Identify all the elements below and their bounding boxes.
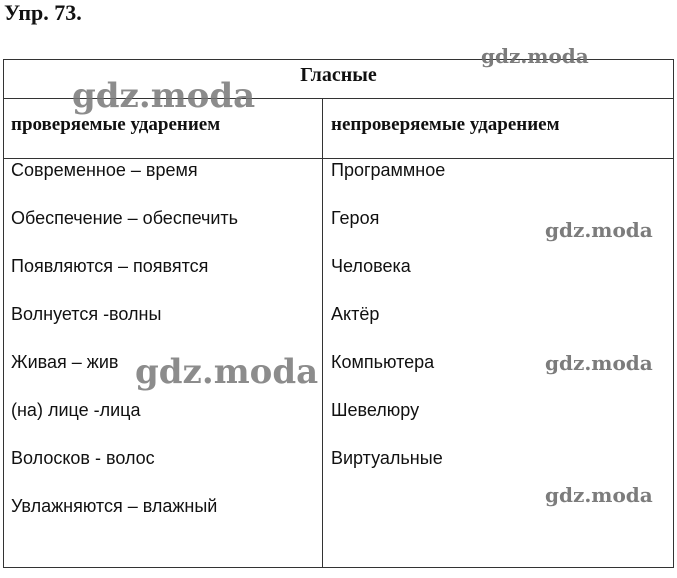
- watermark-right-1: gdz.moda: [545, 218, 653, 242]
- vowels-table: [3, 59, 674, 568]
- column-not-stress-checked: [331, 156, 445, 492]
- watermark-large-top-left: gdz.moda: [72, 76, 256, 116]
- word-pair-item: Современное – время: [11, 160, 198, 180]
- dictionary-word-item: Героя: [331, 208, 380, 228]
- dictionary-word-item: Шевелюру: [331, 400, 420, 420]
- table-caption: Гласные: [4, 60, 673, 99]
- column-header-stress-checked: проверяемые ударением: [11, 114, 221, 135]
- dictionary-word-item: Человека: [331, 256, 411, 276]
- word-pair-item: Обеспечение – обеспечить: [11, 208, 239, 228]
- exercise-title: Упр. 73.: [4, 0, 82, 25]
- watermark-top-right: gdz.moda: [481, 44, 589, 68]
- word-pair-item: (на) лице -лица: [11, 400, 141, 420]
- dictionary-word-item: Актёр: [331, 304, 380, 324]
- watermark-large-middle: gdz.moda: [135, 352, 319, 392]
- word-pair-item: Появляются – появятся: [11, 256, 209, 276]
- watermark-right-2: gdz.moda: [545, 351, 653, 375]
- column-header-not-stress-checked: непроверяемые ударением: [331, 114, 560, 135]
- dictionary-word-item: Виртуальные: [331, 448, 443, 468]
- word-pair-item: Волосков - волос: [11, 448, 155, 468]
- column-stress-checked: [11, 156, 238, 540]
- watermark-right-3: gdz.moda: [545, 483, 653, 507]
- word-pair-item: Живая – жив: [11, 352, 119, 372]
- word-pair-item: Волнуется -волны: [11, 304, 162, 324]
- column-divider: [322, 99, 323, 567]
- word-pair-item: Увлажняются – влажный: [11, 496, 218, 516]
- dictionary-word-item: Компьютера: [331, 352, 435, 372]
- dictionary-word-item: Программное: [331, 160, 446, 180]
